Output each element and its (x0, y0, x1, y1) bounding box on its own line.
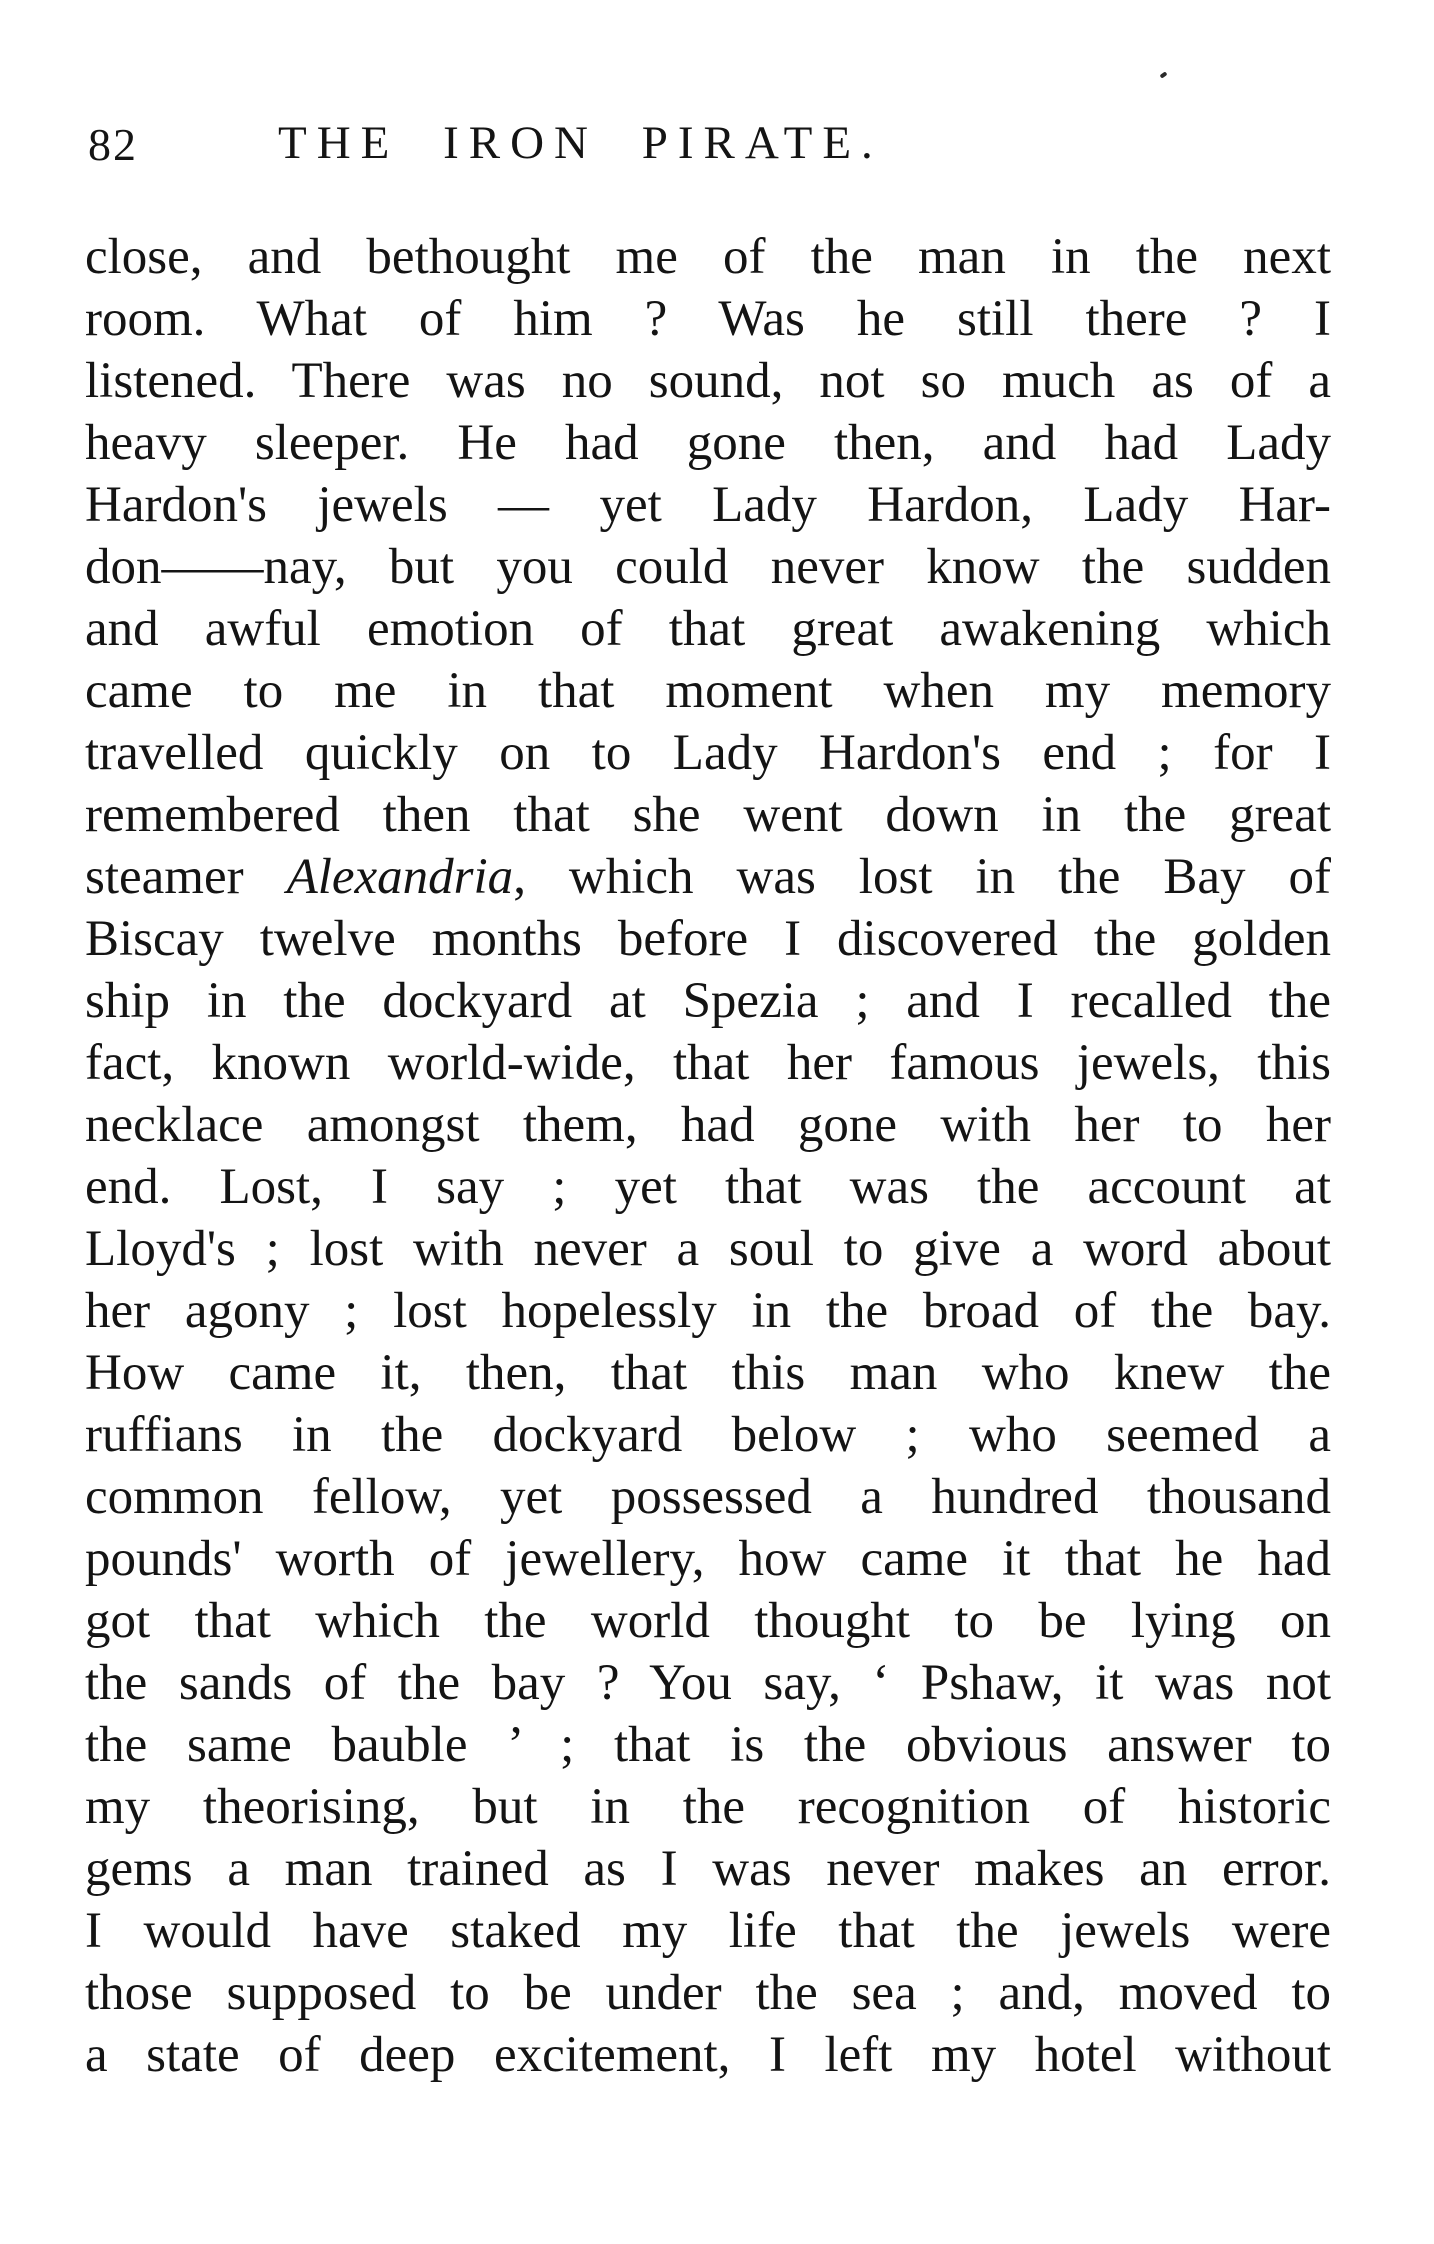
text-segment: close, and bethought me of the man in the next (85, 229, 1331, 285)
text-segment: pounds' worth of jewellery, how came it that he had (85, 1531, 1331, 1587)
text-segment: the same bauble ’ ; that is the obvious answer to (85, 1717, 1331, 1773)
text-line (85, 474, 1331, 536)
page-text (85, 226, 1331, 2086)
text-line (85, 1032, 1331, 1094)
text-segment: a state of deep excitement, I left my hotel without (85, 2027, 1331, 2083)
text-segment: necklace amongst them, had gone with her to her (85, 1097, 1331, 1153)
text-line (85, 1404, 1331, 1466)
text-segment: remembered then that she went down in the great (85, 787, 1331, 843)
text-line (85, 350, 1331, 412)
text-segment: listened. There was no sound, not so much as of a (85, 353, 1331, 409)
text-line (85, 1962, 1331, 2024)
text-line (85, 1280, 1331, 1342)
text-segment: her agony ; lost hopelessly in the broad of the bay. (85, 1283, 1331, 1339)
text-segment: don——nay, but you could never know the sudden (85, 539, 1331, 595)
text-segment: steamer (85, 849, 287, 905)
text-line (85, 660, 1331, 722)
text-segment: room. What of him ? Was he still there ? I (85, 291, 1331, 347)
text-segment: travelled quickly on to Lady Hardon's end ; for I (85, 725, 1331, 781)
text-segment: the sands of the bay ? You say, ‘ Pshaw, it was not (85, 1655, 1331, 1711)
text-line (85, 1094, 1331, 1156)
running-header-title: THE IRON PIRATE. (278, 117, 883, 169)
text-line (85, 784, 1331, 846)
page-number: 82 (88, 119, 138, 170)
text-line (85, 846, 1331, 908)
text-line (85, 288, 1331, 350)
text-line (85, 970, 1331, 1032)
text-line (85, 722, 1331, 784)
page-header (0, 112, 1434, 172)
text-segment: ship in the dockyard at Spezia ; and I recalled the (85, 973, 1331, 1029)
text-line (85, 536, 1331, 598)
text-segment: Hardon's jewels — yet Lady Hardon, Lady Har- (85, 477, 1331, 533)
text-segment: fact, known world-wide, that her famous jewels, this (85, 1035, 1331, 1091)
ink-speck (1159, 71, 1167, 78)
text-segment: ruffians in the dockyard below ; who seemed a (85, 1407, 1331, 1463)
text-line (85, 1900, 1331, 1962)
text-line (85, 1218, 1331, 1280)
text-line (85, 1776, 1331, 1838)
text-line (85, 1652, 1331, 1714)
text-line (85, 1838, 1331, 1900)
text-line (85, 1528, 1331, 1590)
text-segment: my theorising, but in the recognition of historic (85, 1779, 1331, 1835)
text-segment: I would have staked my life that the jewels were (85, 1903, 1331, 1959)
text-segment: and awful emotion of that great awakening which (85, 601, 1331, 657)
text-line (85, 1342, 1331, 1404)
text-line (85, 1466, 1331, 1528)
text-line (85, 1714, 1331, 1776)
text-line (85, 2024, 1331, 2086)
text-segment: gems a man trained as I was never makes an error. (85, 1841, 1331, 1897)
text-line (85, 598, 1331, 660)
text-line (85, 1156, 1331, 1218)
text-segment: Biscay twelve months before I discovered the golden (85, 911, 1331, 967)
text-segment: How came it, then, that this man who knew the (85, 1345, 1331, 1401)
text-line (85, 1590, 1331, 1652)
text-segment: heavy sleeper. He had gone then, and had Lady (85, 415, 1331, 471)
text-segment: Lloyd's ; lost with never a soul to give a word about (85, 1221, 1331, 1277)
text-line (85, 908, 1331, 970)
text-segment: came to me in that moment when my memory (85, 663, 1331, 719)
italic-text: Alexandria (286, 849, 514, 905)
text-segment: those supposed to be under the sea ; and, moved to (85, 1965, 1331, 2021)
text-line (85, 412, 1331, 474)
text-segment: end. Lost, I say ; yet that was the account at (85, 1159, 1331, 1215)
text-segment: got that which the world thought to be lying on (85, 1593, 1331, 1649)
text-segment: common fellow, yet possessed a hundred thousand (85, 1469, 1331, 1525)
text-segment: , which was lost in the Bay of (513, 849, 1332, 905)
text-line (85, 226, 1331, 288)
